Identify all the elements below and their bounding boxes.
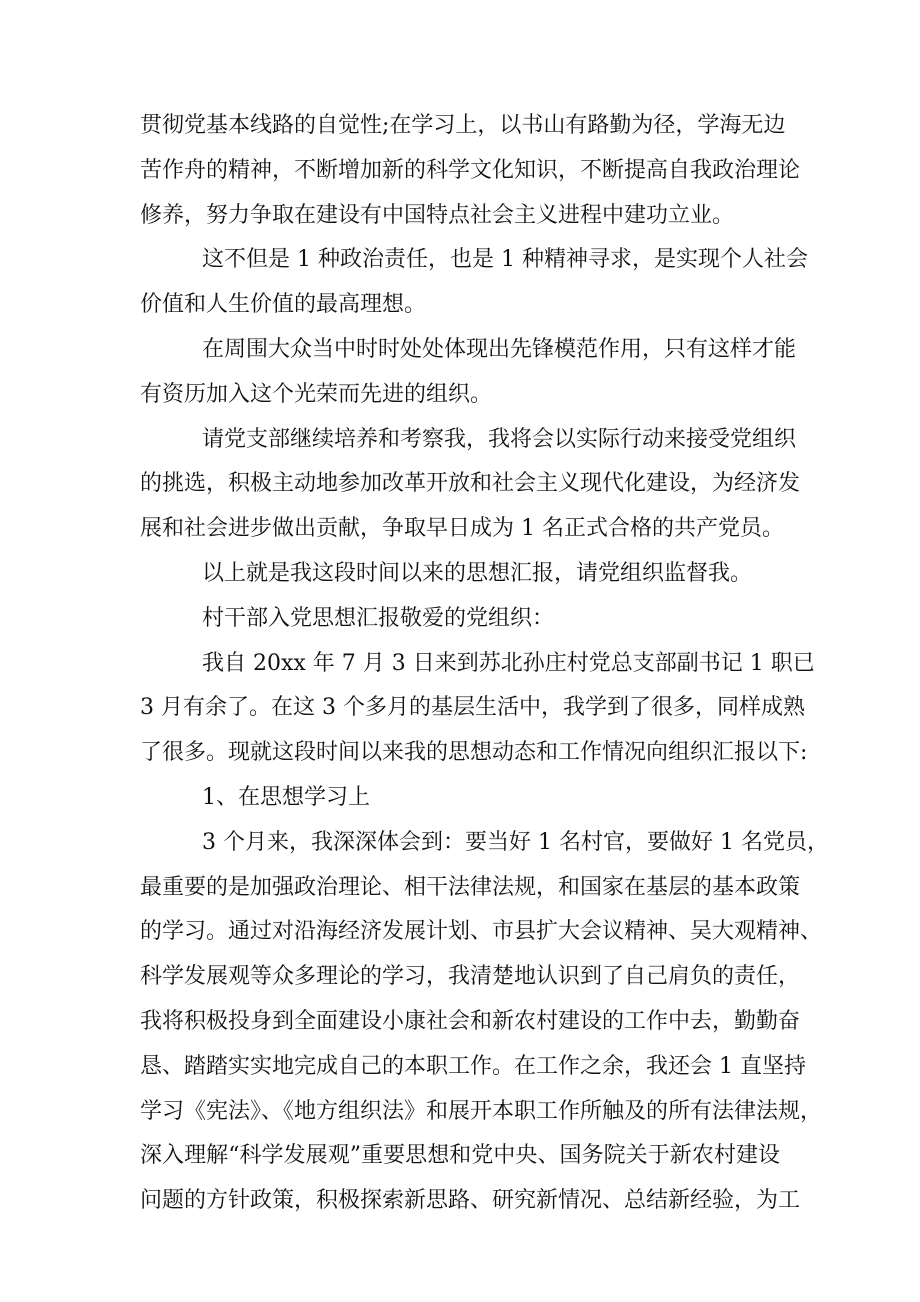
text-line: 苦作舟的精神，不断增加新的科学文化知识，不断提高自我政治理论 [140, 157, 801, 183]
text-line: 修养，努力争取在建设有中国特点社会主义进程中建功立业。 [140, 202, 735, 228]
section-heading: 1、在思想学习上 [202, 784, 370, 810]
paragraph [140, 642, 815, 776]
text-line: 最重要的是加强政治理论、相干法律法规，和国家在基层的基本政策 [140, 874, 801, 900]
text-line: 问题的方针政策，积极探索新思路、研究新情况、总结新经验，为工 [140, 1188, 801, 1214]
document-body [140, 104, 829, 1224]
text-line: 价值和人生价值的最高理想。 [140, 292, 427, 318]
text-line: 3 个月来，我深深体会到：要当好 1 名村官，要做好 1 名党员， [202, 829, 829, 855]
paragraph [140, 597, 780, 642]
text-line: 恳、踏踏实实地完成自己的本职工作。在工作之余，我还会 1 直坚持 [140, 1053, 806, 1079]
text-line: 学习《宪法》、《地方组织法》和展开本职工作所触及的所有法律法规， [140, 1098, 823, 1124]
paragraph [140, 328, 797, 418]
text-line: 以上就是我这段时间以来的思想汇报，请党组织监督我。 [202, 560, 753, 586]
text-line: 这不但是 1 种政治责任，也是 1 种精神寻求，是实现个人社会 [202, 247, 808, 273]
text-line: 展和社会进步做出贡献，争取早日成为 1 名正式合格的共产党员。 [140, 516, 784, 542]
text-line: 贯彻党基本线路的自觉性;在学习上，以书山有路勤为径，学海无边 [140, 113, 786, 138]
text-line: 深入理解“科学发展观”重要思想和党中央、国务院关于新农村建设 [140, 1143, 780, 1169]
text-line: 请党支部继续培养和考察我，我将会以实际行动来接受党组织 [202, 426, 797, 452]
text-line: 村干部入党思想汇报敬爱的党组织： [202, 605, 555, 631]
text-line: 我自 20xx 年 7 月 3 日来到苏北孙庄村党总支部副书记 1 职已 [202, 650, 815, 676]
text-line: 3 月有余了。在这 3 个多月的基层生活中，我学到了很多，同样成熟 [140, 695, 805, 721]
text-line: 科学发展观等众多理论的学习，我清楚地认识到了自己肩负的责任， [140, 964, 801, 990]
paragraph [140, 104, 801, 238]
text-line: 的学习。通过对沿海经济发展计划、市县扩大会议精神、吴大观精神、 [140, 919, 823, 945]
text-line: 在周围大众当中时时处处体现出先锋模范作用，只有这样才能 [202, 336, 797, 362]
paragraph [140, 552, 780, 597]
paragraph [140, 238, 808, 328]
paragraph [140, 821, 829, 1224]
paragraph [140, 418, 801, 552]
text-line: 的挑选，积极主动地参加改革开放和社会主义现代化建设，为经济发 [140, 471, 801, 497]
text-line: 有资历加入这个光荣而先进的组织。 [140, 381, 493, 407]
paragraph [140, 776, 780, 821]
text-line: 了很多。现就这段时间以来我的思想动态和工作情况向组织汇报以下: [140, 740, 808, 766]
text-line: 我将积极投身到全面建设小康社会和新农村建设的工作中去，勤勤奋 [140, 1008, 801, 1034]
